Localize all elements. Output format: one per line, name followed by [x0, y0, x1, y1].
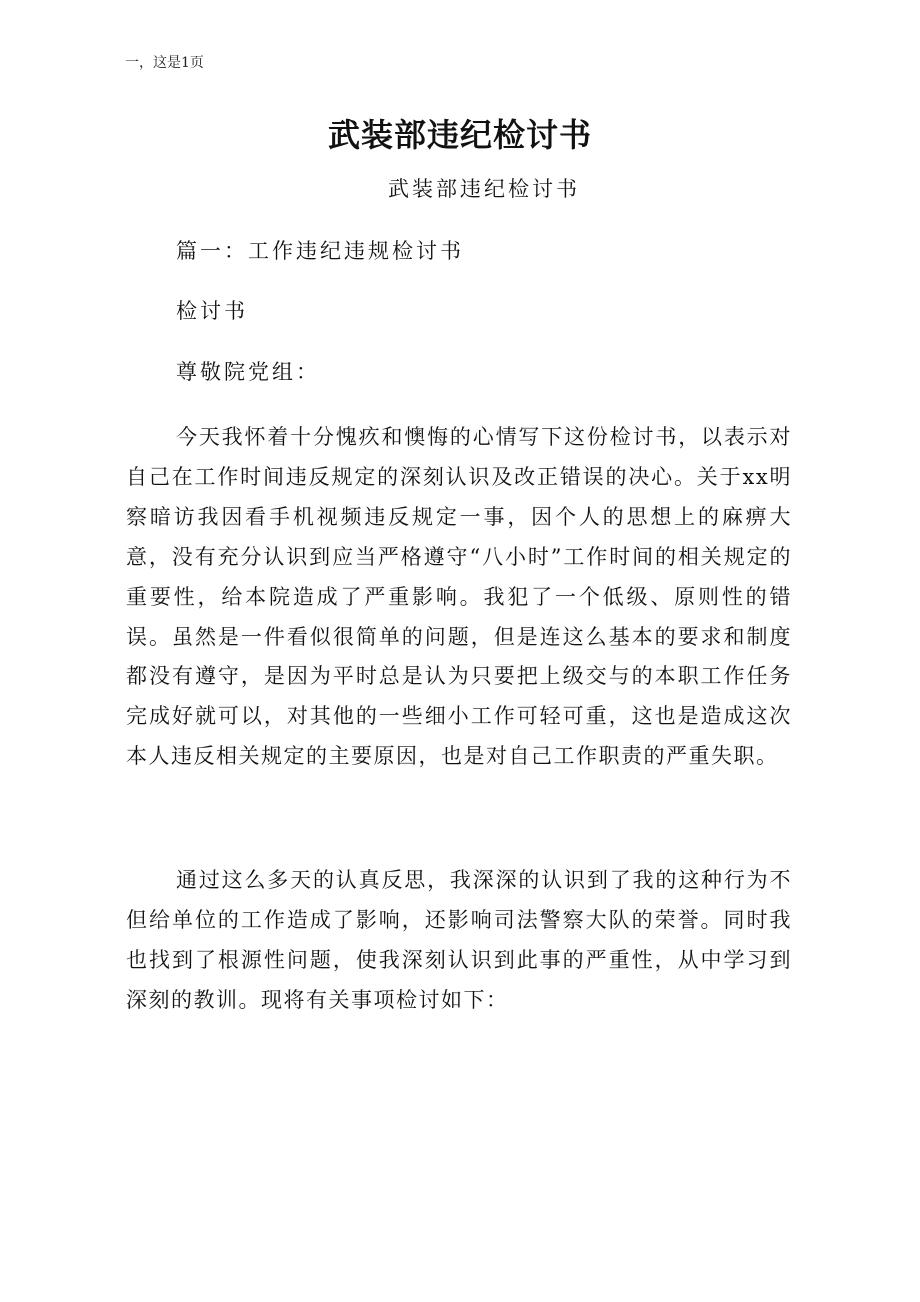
- page-header: 一，这是1页: [125, 55, 204, 71]
- salutation: 尊敬院党组：: [176, 360, 320, 384]
- body-paragraph-2: 通过这么多天的认真反思，我深深的认识到了我的这种行为不但给单位的工作造成了影响，还影响司法警察大队的荣誉。同时我也找到了根源性问题，使我深刻认识到此事的严重性，从中学习到深刻的教训。现将有关事项检讨如下：: [126, 868, 792, 1012]
- document-label: 检讨书: [176, 299, 248, 323]
- document-title: 武装部违纪检讨书: [327, 116, 592, 154]
- body-paragraph-1: 今天我怀着十分愧疚和懊悔的心情写下这份检讨书，以表示对自己在工作时间违反规定的深刻认识及改正错误的决心。关于xx明察暗访我因看手机视频违反规定一事，因个人的思想上的麻痹大意，没有充分认识到应当严格遵守“八小时”工作时间的相关规定的重要性，给本院造成了严重影响。我犯了一个低级、原则性的错误。虽然是一件看似很简单的问题，但是连这么基本的要求和制度都没有遵守，是因为平时总是认为只要把上级交与的本职工作任务完成好就可以，对其他的一些细小工作可轻可重，这也是造成这次本人违反相关规定的主要原因，也是对自己工作职责的严重失职。: [126, 425, 792, 769]
- document-subtitle: 武装部违纪检讨书: [388, 177, 580, 201]
- section-heading: 篇一：工作违纪违规检讨书: [176, 239, 464, 263]
